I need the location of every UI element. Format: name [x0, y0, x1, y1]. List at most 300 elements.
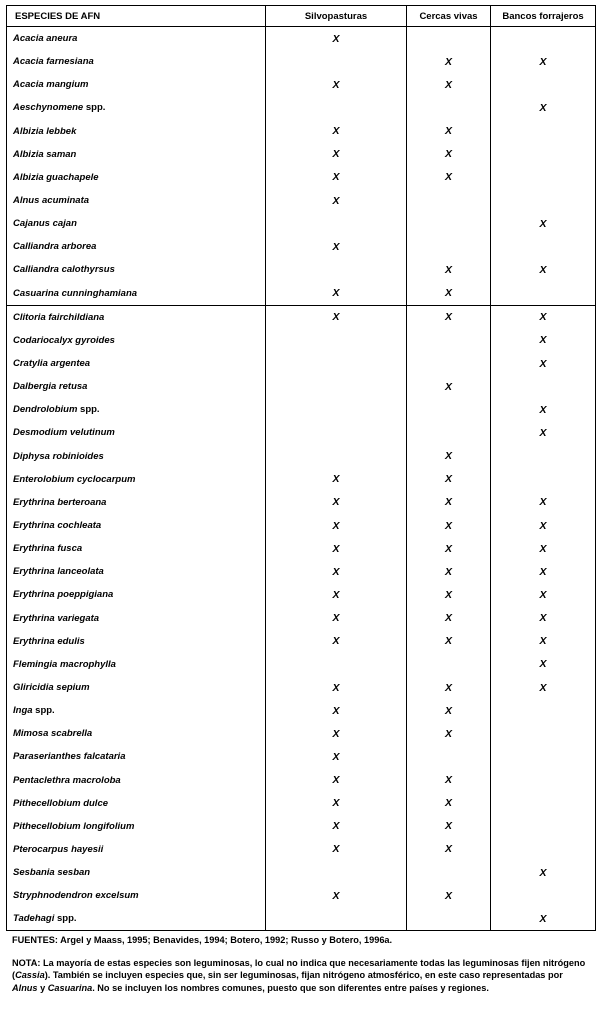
- cercas-vivas-cell: [407, 699, 491, 722]
- cercas-vivas-cell: [407, 305, 491, 329]
- table-header: [7, 6, 596, 27]
- species-name: Pterocarpus hayesii: [13, 843, 104, 855]
- species-suffix: spp.: [35, 705, 55, 717]
- silvopasturas-cell: [266, 212, 407, 235]
- check-mark: X: [539, 357, 547, 370]
- species-cell: [7, 352, 266, 375]
- species-cell: [7, 235, 266, 258]
- table-body: [7, 27, 596, 931]
- table-row: [7, 96, 596, 119]
- cercas-vivas-cell: [407, 514, 491, 537]
- table-row: [7, 212, 596, 235]
- species-cell: [7, 769, 266, 792]
- species-name: Calliandra calothyrsus: [13, 264, 115, 276]
- species-cell: [7, 676, 266, 699]
- bancos-forrajeros-cell: [491, 491, 596, 514]
- table-row: [7, 907, 596, 931]
- table-row: [7, 722, 596, 745]
- cercas-vivas-cell: [407, 235, 491, 258]
- table-row: [7, 653, 596, 676]
- check-mark: X: [332, 542, 340, 555]
- check-mark: X: [539, 912, 547, 925]
- species-name: Albizia lebbek: [13, 125, 77, 137]
- nota-label: NOTA:: [12, 957, 41, 968]
- species-cell: [7, 143, 266, 166]
- bancos-forrajeros-cell: [491, 745, 596, 768]
- check-mark: X: [444, 519, 452, 532]
- sources-text: : Argel y Maass, 1995; Benavides, 1994; Botero, 1992; Russo y Botero, 1996a.: [54, 935, 393, 945]
- table-row: [7, 745, 596, 768]
- bancos-forrajeros-cell: [491, 468, 596, 491]
- species-cell: [7, 583, 266, 606]
- table-row: [7, 838, 596, 861]
- bancos-forrajeros-cell: [491, 815, 596, 838]
- silvopasturas-cell: [266, 815, 407, 838]
- table-row: [7, 583, 596, 606]
- bancos-forrajeros-cell: [491, 282, 596, 306]
- silvopasturas-cell: [266, 27, 407, 51]
- bancos-forrajeros-cell: [491, 583, 596, 606]
- cercas-vivas-cell: [407, 96, 491, 119]
- nota-text-1: La mayoría de estas especies son leguminosas, lo cual no indica que necesariamente todas las leguminosas fijen nitrógeno (: [12, 957, 586, 981]
- cercas-vivas-cell: [407, 815, 491, 838]
- species-cell: [7, 630, 266, 653]
- species-suffix: spp.: [57, 913, 77, 925]
- cercas-vivas-cell: [407, 120, 491, 143]
- check-mark: X: [332, 889, 340, 902]
- nota-italic-alnus: Alnus: [12, 982, 38, 993]
- check-mark: X: [444, 612, 452, 625]
- silvopasturas-cell: [266, 468, 407, 491]
- check-mark: X: [444, 171, 452, 184]
- species-name: Tadehagi: [13, 913, 55, 925]
- bancos-forrajeros-cell: [491, 537, 596, 560]
- check-mark: X: [444, 797, 452, 810]
- check-mark: X: [539, 101, 547, 114]
- bancos-forrajeros-cell: [491, 143, 596, 166]
- check-mark: X: [332, 820, 340, 833]
- check-mark: X: [539, 263, 547, 276]
- nota-italic-casuarina: Casuarina: [47, 982, 93, 993]
- silvopasturas-cell: [266, 861, 407, 884]
- silvopasturas-cell: [266, 189, 407, 212]
- check-mark: X: [539, 681, 547, 694]
- sources-note: [12, 934, 590, 947]
- bancos-forrajeros-cell: [491, 884, 596, 907]
- silvopasturas-cell: [266, 769, 407, 792]
- check-mark: X: [444, 774, 452, 787]
- bancos-forrajeros-cell: [491, 212, 596, 235]
- table-row: [7, 560, 596, 583]
- species-cell: [7, 815, 266, 838]
- table-row: [7, 468, 596, 491]
- species-name: Diphysa robinioides: [13, 450, 104, 462]
- cercas-vivas-cell: [407, 607, 491, 630]
- species-cell: [7, 329, 266, 352]
- table-row: [7, 514, 596, 537]
- header-bancos-forrajeros: Bancos forrajeros: [491, 6, 596, 27]
- species-cell: [7, 421, 266, 444]
- check-mark: X: [332, 125, 340, 138]
- cercas-vivas-cell: [407, 722, 491, 745]
- table-row: [7, 73, 596, 96]
- check-mark: X: [444, 450, 452, 463]
- check-mark: X: [332, 565, 340, 578]
- silvopasturas-cell: [266, 143, 407, 166]
- check-mark: X: [332, 797, 340, 810]
- cercas-vivas-cell: [407, 50, 491, 73]
- bancos-forrajeros-cell: [491, 421, 596, 444]
- species-name: Sesbania sesban: [13, 867, 91, 879]
- silvopasturas-cell: [266, 607, 407, 630]
- species-name: Enterolobium cyclocarpum: [13, 473, 136, 485]
- bancos-forrajeros-cell: [491, 722, 596, 745]
- species-name: Flemingia macrophylla: [13, 658, 116, 670]
- check-mark: X: [444, 704, 452, 717]
- species-cell: [7, 722, 266, 745]
- species-cell: [7, 699, 266, 722]
- check-mark: X: [332, 612, 340, 625]
- species-cell: [7, 560, 266, 583]
- silvopasturas-cell: [266, 907, 407, 931]
- table-row: [7, 445, 596, 468]
- check-mark: X: [539, 658, 547, 671]
- cercas-vivas-cell: [407, 212, 491, 235]
- cercas-vivas-cell: [407, 630, 491, 653]
- species-cell: [7, 745, 266, 768]
- species-name: Pentaclethra macroloba: [13, 774, 121, 786]
- table-row: [7, 769, 596, 792]
- table-row: [7, 143, 596, 166]
- species-name: Clitoria fairchildiana: [13, 311, 105, 323]
- check-mark: X: [332, 496, 340, 509]
- species-name: Erythrina edulis: [13, 635, 85, 647]
- check-mark: X: [332, 311, 340, 324]
- silvopasturas-cell: [266, 282, 407, 306]
- bancos-forrajeros-cell: [491, 27, 596, 51]
- cercas-vivas-cell: [407, 143, 491, 166]
- check-mark: X: [332, 635, 340, 648]
- table-row: [7, 305, 596, 329]
- species-name: Dendrolobium: [13, 404, 78, 416]
- species-name: Stryphnodendron excelsum: [13, 890, 139, 902]
- species-cell: [7, 907, 266, 931]
- species-table: [6, 5, 596, 931]
- bancos-forrajeros-cell: [491, 50, 596, 73]
- species-name: Pithecellobium dulce: [13, 797, 109, 809]
- check-mark: X: [444, 889, 452, 902]
- species-cell: [7, 166, 266, 189]
- silvopasturas-cell: [266, 745, 407, 768]
- cercas-vivas-cell: [407, 375, 491, 398]
- species-cell: [7, 73, 266, 96]
- table-row: [7, 607, 596, 630]
- check-mark: X: [444, 681, 452, 694]
- species-name: Albizia guachapele: [13, 171, 99, 183]
- bancos-forrajeros-cell: [491, 305, 596, 329]
- species-name: Aeschynomene: [13, 102, 84, 114]
- silvopasturas-cell: [266, 583, 407, 606]
- species-cell: [7, 258, 266, 281]
- cercas-vivas-cell: [407, 676, 491, 699]
- table-row: [7, 235, 596, 258]
- bancos-forrajeros-cell: [491, 676, 596, 699]
- species-name: Cajanus cajan: [13, 218, 77, 230]
- species-name: Gliricidia sepium: [13, 682, 90, 693]
- table-row: [7, 792, 596, 815]
- table-row: [7, 120, 596, 143]
- silvopasturas-cell: [266, 445, 407, 468]
- table-row: [7, 352, 596, 375]
- species-cell: [7, 305, 266, 329]
- species-name: Erythrina lanceolata: [13, 566, 104, 578]
- bancos-forrajeros-cell: [491, 560, 596, 583]
- table-row: [7, 421, 596, 444]
- bancos-forrajeros-cell: [491, 352, 596, 375]
- species-suffix: spp.: [80, 404, 100, 416]
- check-mark: X: [332, 78, 340, 91]
- silvopasturas-cell: [266, 352, 407, 375]
- check-mark: X: [444, 635, 452, 648]
- silvopasturas-cell: [266, 560, 407, 583]
- silvopasturas-cell: [266, 792, 407, 815]
- species-name: Mimosa scabrella: [13, 728, 93, 740]
- check-mark: X: [444, 727, 452, 740]
- header-species: ESPECIES DE AFN: [7, 6, 266, 27]
- check-mark: X: [444, 843, 452, 856]
- species-name: Erythrina variegata: [13, 612, 100, 624]
- sources-label: FUENTES: [12, 935, 55, 945]
- check-mark: X: [539, 612, 547, 625]
- check-mark: X: [539, 542, 547, 555]
- species-name: Erythrina fusca: [13, 543, 83, 555]
- species-name: Calliandra arborea: [13, 241, 97, 253]
- bancos-forrajeros-cell: [491, 375, 596, 398]
- check-mark: X: [539, 334, 547, 347]
- nota-italic-cassia: Cassia: [15, 970, 45, 981]
- check-mark: X: [444, 78, 452, 91]
- check-mark: X: [539, 311, 547, 324]
- table-row: [7, 50, 596, 73]
- table-row: [7, 329, 596, 352]
- check-mark: X: [539, 403, 547, 416]
- nota-text-3: y: [37, 982, 48, 993]
- cercas-vivas-cell: [407, 861, 491, 884]
- bancos-forrajeros-cell: [491, 445, 596, 468]
- species-cell: [7, 861, 266, 884]
- table-row: [7, 27, 596, 51]
- cercas-vivas-cell: [407, 583, 491, 606]
- species-name: Codariocalyx gyroides: [13, 334, 115, 346]
- cercas-vivas-cell: [407, 73, 491, 96]
- cercas-vivas-cell: [407, 745, 491, 768]
- species-cell: [7, 212, 266, 235]
- cercas-vivas-cell: [407, 282, 491, 306]
- bancos-forrajeros-cell: [491, 398, 596, 421]
- species-cell: [7, 398, 266, 421]
- check-mark: X: [539, 519, 547, 532]
- species-name: Inga: [13, 705, 33, 717]
- check-mark: X: [444, 263, 452, 276]
- check-mark: X: [539, 588, 547, 601]
- table-row: [7, 491, 596, 514]
- check-mark: X: [444, 311, 452, 324]
- bancos-forrajeros-cell: [491, 96, 596, 119]
- species-name: Paraserianthes falcataria: [13, 751, 126, 763]
- species-name: Erythrina berteroana: [13, 496, 107, 508]
- silvopasturas-cell: [266, 235, 407, 258]
- bancos-forrajeros-cell: [491, 907, 596, 931]
- check-mark: X: [444, 55, 452, 68]
- check-mark: X: [444, 473, 452, 486]
- cercas-vivas-cell: [407, 884, 491, 907]
- check-mark: X: [332, 194, 340, 207]
- check-mark: X: [444, 287, 452, 300]
- cercas-vivas-cell: [407, 352, 491, 375]
- check-mark: X: [332, 843, 340, 856]
- bancos-forrajeros-cell: [491, 699, 596, 722]
- check-mark: X: [444, 380, 452, 393]
- table-row: [7, 258, 596, 281]
- check-mark: X: [332, 588, 340, 601]
- species-name: Pithecellobium longifolium: [13, 820, 135, 832]
- silvopasturas-cell: [266, 653, 407, 676]
- species-name: Desmodium velutinum: [13, 427, 115, 439]
- bancos-forrajeros-cell: [491, 861, 596, 884]
- species-name: Dalbergia retusa: [13, 381, 88, 393]
- species-cell: [7, 445, 266, 468]
- check-mark: X: [539, 217, 547, 230]
- cercas-vivas-cell: [407, 398, 491, 421]
- cercas-vivas-cell: [407, 792, 491, 815]
- cercas-vivas-cell: [407, 421, 491, 444]
- species-name: Casuarina cunninghamiana: [13, 287, 138, 299]
- species-cell: [7, 792, 266, 815]
- footnotes: [12, 934, 590, 994]
- silvopasturas-cell: [266, 630, 407, 653]
- species-suffix: spp.: [85, 102, 106, 114]
- check-mark: X: [444, 542, 452, 555]
- species-cell: [7, 375, 266, 398]
- table-row: [7, 676, 596, 699]
- check-mark: X: [539, 55, 547, 68]
- species-cell: [7, 491, 266, 514]
- species-name: Albizia saman: [13, 148, 77, 160]
- table-row: [7, 699, 596, 722]
- check-mark: X: [332, 704, 340, 717]
- cercas-vivas-cell: [407, 468, 491, 491]
- bancos-forrajeros-cell: [491, 653, 596, 676]
- species-cell: [7, 884, 266, 907]
- table-row: [7, 861, 596, 884]
- check-mark: X: [332, 287, 340, 300]
- bancos-forrajeros-cell: [491, 838, 596, 861]
- cercas-vivas-cell: [407, 653, 491, 676]
- nota-paragraph: [12, 957, 590, 995]
- silvopasturas-cell: [266, 722, 407, 745]
- table-row: [7, 398, 596, 421]
- check-mark: X: [332, 148, 340, 161]
- species-cell: [7, 514, 266, 537]
- species-cell: [7, 120, 266, 143]
- bancos-forrajeros-cell: [491, 73, 596, 96]
- species-cell: [7, 838, 266, 861]
- check-mark: X: [444, 588, 452, 601]
- species-name: Acacia aneura: [13, 33, 78, 45]
- cercas-vivas-cell: [407, 189, 491, 212]
- silvopasturas-cell: [266, 421, 407, 444]
- silvopasturas-cell: [266, 375, 407, 398]
- cercas-vivas-cell: [407, 258, 491, 281]
- bancos-forrajeros-cell: [491, 189, 596, 212]
- check-mark: X: [332, 171, 340, 184]
- silvopasturas-cell: [266, 537, 407, 560]
- cercas-vivas-cell: [407, 838, 491, 861]
- check-mark: X: [539, 635, 547, 648]
- cercas-vivas-cell: [407, 537, 491, 560]
- silvopasturas-cell: [266, 699, 407, 722]
- species-cell: [7, 27, 266, 51]
- silvopasturas-cell: [266, 258, 407, 281]
- species-cell: [7, 537, 266, 560]
- table-row: [7, 189, 596, 212]
- silvopasturas-cell: [266, 514, 407, 537]
- check-mark: X: [444, 496, 452, 509]
- silvopasturas-cell: [266, 838, 407, 861]
- species-cell: [7, 607, 266, 630]
- table-row: [7, 815, 596, 838]
- species-cell: [7, 468, 266, 491]
- silvopasturas-cell: [266, 491, 407, 514]
- check-mark: X: [539, 426, 547, 439]
- check-mark: X: [332, 774, 340, 787]
- silvopasturas-cell: [266, 884, 407, 907]
- bancos-forrajeros-cell: [491, 607, 596, 630]
- bancos-forrajeros-cell: [491, 514, 596, 537]
- species-name: Acacia mangium: [13, 79, 89, 91]
- bancos-forrajeros-cell: [491, 120, 596, 143]
- silvopasturas-cell: [266, 398, 407, 421]
- silvopasturas-cell: [266, 50, 407, 73]
- check-mark: X: [332, 750, 340, 763]
- check-mark: X: [444, 565, 452, 578]
- species-cell: [7, 189, 266, 212]
- check-mark: X: [332, 32, 340, 45]
- check-mark: X: [539, 565, 547, 578]
- check-mark: X: [539, 496, 547, 509]
- check-mark: X: [332, 240, 340, 253]
- bancos-forrajeros-cell: [491, 166, 596, 189]
- bancos-forrajeros-cell: [491, 769, 596, 792]
- table-row: [7, 630, 596, 653]
- silvopasturas-cell: [266, 676, 407, 699]
- silvopasturas-cell: [266, 166, 407, 189]
- cercas-vivas-cell: [407, 445, 491, 468]
- cercas-vivas-cell: [407, 491, 491, 514]
- cercas-vivas-cell: [407, 329, 491, 352]
- bancos-forrajeros-cell: [491, 630, 596, 653]
- table-row: [7, 375, 596, 398]
- table-row: [7, 884, 596, 907]
- species-cell: [7, 50, 266, 73]
- bancos-forrajeros-cell: [491, 792, 596, 815]
- species-name: Cratylia argentea: [13, 358, 91, 370]
- nota-text-4: . No se incluyen los nombres comunes, puesto que son diferentes entre países y regiones.: [92, 982, 489, 993]
- species-cell: [7, 653, 266, 676]
- cercas-vivas-cell: [407, 166, 491, 189]
- bancos-forrajeros-cell: [491, 258, 596, 281]
- cercas-vivas-cell: [407, 907, 491, 931]
